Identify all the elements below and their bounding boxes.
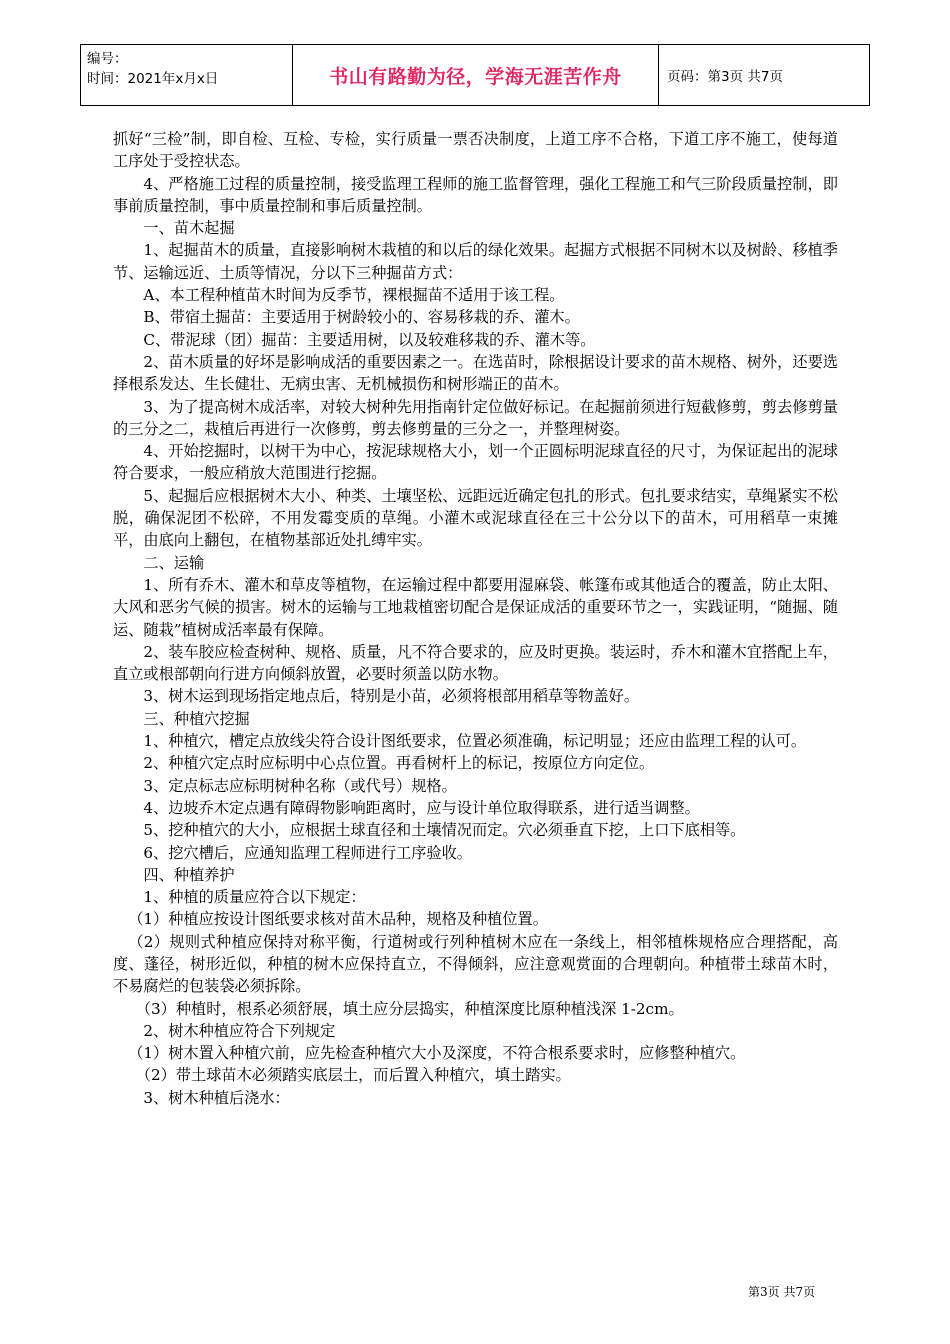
body-paragraph: 2、装车胶应检查树种、规格、质量，凡不符合要求的，应及时更换。装运时，乔木和灌木宜搭配上车，直立或根部朝向行进方向倾斜放置，必要时须盖以防水物。 [113,642,838,684]
body-paragraph: 1、起掘苗木的质量，直接影响树木栽植的和以后的绿化效果。起掘方式根据不同树木以及树龄、移植季节、运输远近、土质等情况，分以下三种掘苗方式： [113,241,838,282]
body-paragraph: C、带泥球（团）掘苗：主要适用树，以及较难移栽的乔、灌木等。 [143,330,596,349]
body-paragraph: （1）树木置入种植穴前，应先检查种植穴大小及深度，不符合根系要求时，应修整种植穴。 [128,1044,746,1063]
body-paragraph: （2）规则式种植应保持对称平衡，行道树或行列种植树木应在一条线上，相邻植株规格应合理搭配，高度、蓬径，树形近似，种植的树木应保持直立，不得倾斜，应注意观赏面的合理朝向。种植带土球苗木时，不易腐烂的包装袋必须拆除。 [113,932,838,996]
body-paragraph: A、本工程种植苗木时间为反季节，裸根掘苗不适用于该工程。 [143,286,565,305]
document-time-label: 时间：2021年x月x日 [87,71,219,87]
document-body [113,128,838,1109]
body-paragraph: 三、种植穴挖掘 [143,709,250,728]
body-paragraph: 5、挖种植穴的大小，应根据土球直径和土壤情况而定。穴必须垂直下挖，上口下底相等。 [143,821,746,840]
page-footer: 第3页 共7页 [748,1285,816,1299]
body-paragraph: 1、种植穴，槽定点放线尖符合设计图纸要求，位置必须准确，标记明显；还应由监理工程的认可。 [143,732,807,751]
body-paragraph: B、带宿土掘苗：主要适用于树龄较小的、容易移栽的乔、灌木。 [143,308,580,327]
body-paragraph: 四、种植养护 [143,865,235,884]
body-paragraph: 3、定点标志应标明树种名称（或代号）规格。 [143,776,457,795]
body-paragraph: 1、种植的质量应符合以下规定： [143,888,366,907]
body-paragraph: 2、种植穴定点时应标明中心点位置。再看树杆上的标记，按原位方向定位。 [143,754,655,773]
body-paragraph: 4、严格施工过程的质量控制，接受监理工程师的施工监督管理，强化工程施工和气三阶段质量控制，即事前质量控制，事中质量控制和事后质量控制。 [113,174,838,215]
body-paragraph: 1、所有乔木、灌木和草皮等植物，在运输过程中都要用湿麻袋、帐篷布或其他适合的覆盖，防止太阳、大风和恶劣气候的损害。树木的运输与工地栽植密切配合是保证成活的重要环节之一，实践证明，“随掘、随运、随栽”植树成活率最有保障。 [113,575,838,639]
body-paragraph: 3、为了提高树木成活率，对较大树种先用指南针定位做好标记。在起掘前须进行短截修剪，剪去修剪量的三分之二，栽植后再进行一次修剪，剪去修剪量的三分之一，并整理树姿。 [113,397,838,438]
body-paragraph: （3）种植时，根系必须舒展，填土应分层捣实，种植深度比原种植浅深 1-2cm。 [135,999,684,1018]
header-page-label: 页码：第3页 共7页 [667,69,783,85]
body-paragraph: 抓好“三检”制，即自检、互检、专检，实行质量一票否决制度，上道工序不合格，下道工序不施工，使每道工序处于受控状态。 [113,130,838,171]
body-paragraph: 一、苗木起掘 [143,219,235,238]
body-paragraph: 2、苗木质量的好坏是影响成活的重要因素之一。在选苗时，除根据设计要求的苗木规格、树外，还要选择根系发达、生长健壮、无病虫害、无机械损伤和树形端正的苗木。 [113,352,838,394]
body-paragraph: 6、挖穴槽后，应通知监理工程师进行工序验收。 [143,843,472,862]
body-paragraph: （1）种植应按设计图纸要求核对苗木品种，规格及种植位置。 [128,910,548,929]
body-paragraph: 3、树木运到现场指定地点后，特别是小苗，必须将根部用稻草等物盖好。 [143,687,640,706]
document-number-label: 编号： [87,51,128,67]
body-paragraph: 5、起掘后应根据树木大小、种类、土壤坚松、远距远近确定包扎的形式。包扎要求结实，草绳紧实不松脱，确保泥团不松碎，不用发霉变质的草绳。小灌木或泥球直径在三十公分以下的苗木，可用稻草一束摊平，由底向上翻包，在植物基部近处扎缚牢实。 [113,486,838,550]
body-paragraph: （2）带土球苗木必须踏实底层土，而后置入种植穴，填土踏实。 [135,1066,571,1085]
header-meta [81,45,293,105]
page-header [80,44,870,106]
body-paragraph: 2、树木种植应符合下列规定 [143,1021,336,1040]
body-paragraph: 4、边坡乔木定点遇有障碍物影响距离时，应与设计单位取得联系，进行适当调整。 [143,798,700,817]
body-paragraph: 二、运输 [143,553,205,572]
body-paragraph: 4、开始挖掘时，以树干为中心，按泥球规格大小，划一个正圆标明泥球直径的尺寸，为保证起出的泥球符合要求，一般应稍放大范围进行挖掘。 [113,442,838,483]
header-motto: 书山有路勤为径，学海无涯苦作舟 [293,45,659,105]
body-paragraph: 3、树木种植后浇水： [143,1088,290,1107]
